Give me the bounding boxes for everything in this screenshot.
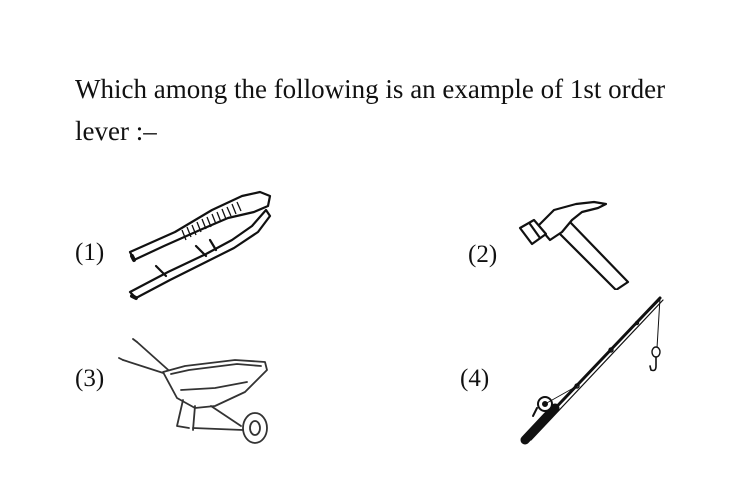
fishing-rod-icon	[515, 290, 670, 445]
option-3-label: (3)	[75, 365, 105, 392]
option-4-label: (4)	[460, 365, 490, 392]
option-2-label: (2)	[468, 241, 498, 268]
question-text: Which among the following is an example of 1st order lever :–	[75, 74, 666, 146]
hammer-icon	[510, 190, 640, 290]
pliers-icon	[120, 180, 280, 305]
option-1-label: (1)	[75, 239, 105, 266]
wheelbarrow-icon	[115, 330, 280, 445]
